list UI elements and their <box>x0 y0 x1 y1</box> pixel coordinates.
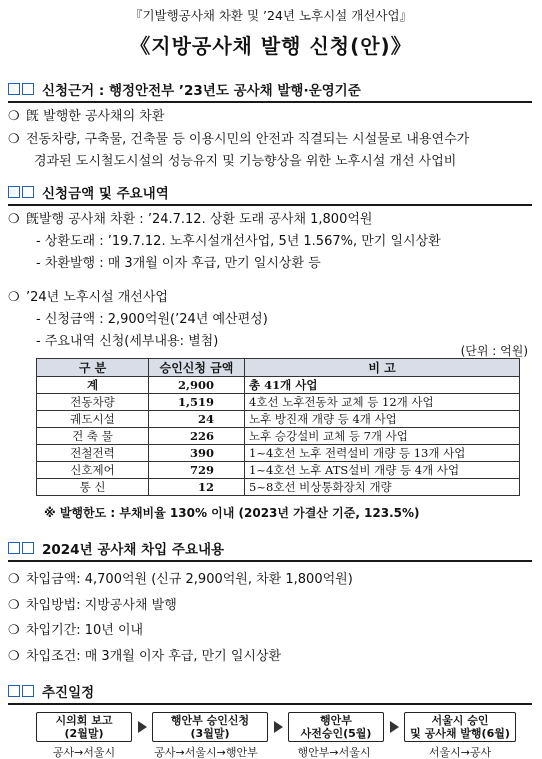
arrow-right-icon <box>138 721 147 733</box>
section-divider <box>8 560 532 562</box>
list-item: ❍ 전동차량, 구축물, 건축물 등 이용시민의 안전과 직결되는 시설물로 내용연수가 <box>8 132 470 147</box>
table-cell-note: 1~4호선 노후 ATS설비 개량 등 4개 사업 <box>245 462 520 479</box>
list-item: ❍ 차입기간: 10년 이내 <box>8 623 144 638</box>
section-heading-text: 추진일정 <box>42 685 95 701</box>
section-heading-text: 2024년 공사채 차입 주요내용 <box>42 542 225 558</box>
circle-bullet-icon: ❍ <box>8 623 20 638</box>
section-marker-icon <box>8 83 34 95</box>
section-marker-icon <box>8 685 34 697</box>
table-cell-category: 궤도시설 <box>37 411 149 428</box>
table-row <box>37 479 520 496</box>
section-heading-basis <box>8 78 532 100</box>
list-item-continuation: 경과된 도시철도시설의 성능유지 및 기능향상을 위한 노후시설 개선 사업비 <box>34 154 457 169</box>
arrow-right-icon <box>390 721 399 733</box>
list-subitem: - 주요내역 신청(세부내용: 별첨) <box>36 334 219 349</box>
section-heading-text: 신청금액 및 주요내역 <box>42 186 169 202</box>
table-cell-amount: 2,900 <box>149 377 245 394</box>
circle-bullet-icon: ❍ <box>8 649 20 664</box>
table-cell-amount: 390 <box>149 445 245 462</box>
table-cell-category: 통 신 <box>37 479 149 496</box>
table-header-category: 구 분 <box>37 359 149 377</box>
table-cell-note: 총 41개 사업 <box>245 377 520 394</box>
table-row <box>37 411 520 428</box>
list-item: ❍ 차입금액: 4,700억원 (신규 2,900억원, 차환 1,800억원) <box>8 572 353 587</box>
section-heading-schedule <box>8 680 532 702</box>
schedule-step-route: 공사→서울시→행안부 <box>154 746 258 759</box>
list-item: ❍ 旣 발행한 공사채의 차환 <box>8 109 165 124</box>
table-cell-note: 4호선 노후전동차 교체 등 12개 사업 <box>245 394 520 411</box>
section-divider <box>8 101 532 103</box>
circle-bullet-icon: ❍ <box>8 572 20 587</box>
detail-table <box>36 358 520 496</box>
schedule-step-route: 행안부→서울시 <box>297 746 371 759</box>
list-item: ❍ ’24년 노후시설 개선사업 <box>8 290 168 305</box>
table-cell-amount: 1,519 <box>149 394 245 411</box>
circle-bullet-icon: ❍ <box>8 290 20 305</box>
document-title: 《지방공사채 발행 신청(안)》 <box>130 34 412 58</box>
section-heading-amount <box>8 181 532 203</box>
section-divider <box>8 703 532 705</box>
section-marker-icon <box>8 542 34 554</box>
list-subitem: - 차환발행 : 매 3개월 이자 후급, 만기 일시상환 등 <box>36 256 321 271</box>
list-item: ❍ 旣발행 공사채 차환 : ’24.7.12. 상환 도래 공사채 1,800억원 <box>8 212 373 227</box>
table-header-note: 비 고 <box>245 359 520 377</box>
circle-bullet-icon: ❍ <box>8 109 20 124</box>
unit-label: (단위 : 억원) <box>460 344 528 358</box>
schedule-step-route: 서울시→공사 <box>428 746 492 759</box>
table-cell-category: 신호제어 <box>37 462 149 479</box>
schedule-flow <box>36 712 516 742</box>
section-heading-text: 신청근거 : 행정안전부 ’23년도 공사채 발행·운영기준 <box>42 83 361 99</box>
table-cell-note: 노후 방진재 개량 등 4개 사업 <box>245 411 520 428</box>
table-cell-note: 1~4호선 노후 전력설비 개량 등 13개 사업 <box>245 445 520 462</box>
table-cell-category: 건 축 물 <box>37 428 149 445</box>
section-heading-borrowing <box>8 537 532 559</box>
list-item: ❍ 차입방법: 지방공사채 발행 <box>8 598 177 613</box>
table-row <box>37 394 520 411</box>
schedule-step-route: 공사→서울시 <box>52 746 116 759</box>
document-subtitle: 『기발행공사채 차환 및 ’24년 노후시설 개선사업』 <box>129 8 413 23</box>
circle-bullet-icon: ❍ <box>8 132 20 147</box>
table-cell-amount: 24 <box>149 411 245 428</box>
table-row-total <box>37 377 520 394</box>
list-subitem: - 신청금액 : 2,900억원(’24년 예산편성) <box>36 312 268 327</box>
schedule-step: 시의회 보고 (2월말) <box>36 712 132 742</box>
table-cell-category: 계 <box>37 377 149 394</box>
table-cell-category: 전철전력 <box>37 445 149 462</box>
table-cell-note: 노후 승강설비 교체 등 7개 사업 <box>245 428 520 445</box>
issuance-limit-note: ※ 발행한도 : 부채비율 130% 이내 (2023년 가결산 기준, 123.5%) <box>44 506 420 520</box>
table-cell-amount: 226 <box>149 428 245 445</box>
table-cell-amount: 729 <box>149 462 245 479</box>
schedule-step: 행안부 사전승인(5월) <box>288 712 384 742</box>
table-cell-note: 5~8호선 비상통화장치 개량 <box>245 479 520 496</box>
circle-bullet-icon: ❍ <box>8 598 20 613</box>
arrow-right-icon <box>274 721 283 733</box>
list-subitem: - 상환도래 : ’19.7.12. 노후시설개선사업, 5년 1.567%, 만기 일시상환 <box>36 234 441 249</box>
table-header-amount: 승인신청 금액 <box>149 359 245 377</box>
table-row <box>37 445 520 462</box>
table-row <box>37 462 520 479</box>
schedule-step: 서울시 승인 및 공사채 발행(6월) <box>404 712 516 742</box>
list-item: ❍ 차입조건: 매 3개월 이자 후급, 만기 일시상환 <box>8 649 282 664</box>
table-row <box>37 428 520 445</box>
section-marker-icon <box>8 186 34 198</box>
schedule-step: 행안부 승인신청 (3월말) <box>152 712 268 742</box>
table-cell-category: 전동차량 <box>37 394 149 411</box>
table-cell-amount: 12 <box>149 479 245 496</box>
section-divider <box>8 204 532 206</box>
circle-bullet-icon: ❍ <box>8 212 20 227</box>
table-header-row <box>37 359 520 377</box>
